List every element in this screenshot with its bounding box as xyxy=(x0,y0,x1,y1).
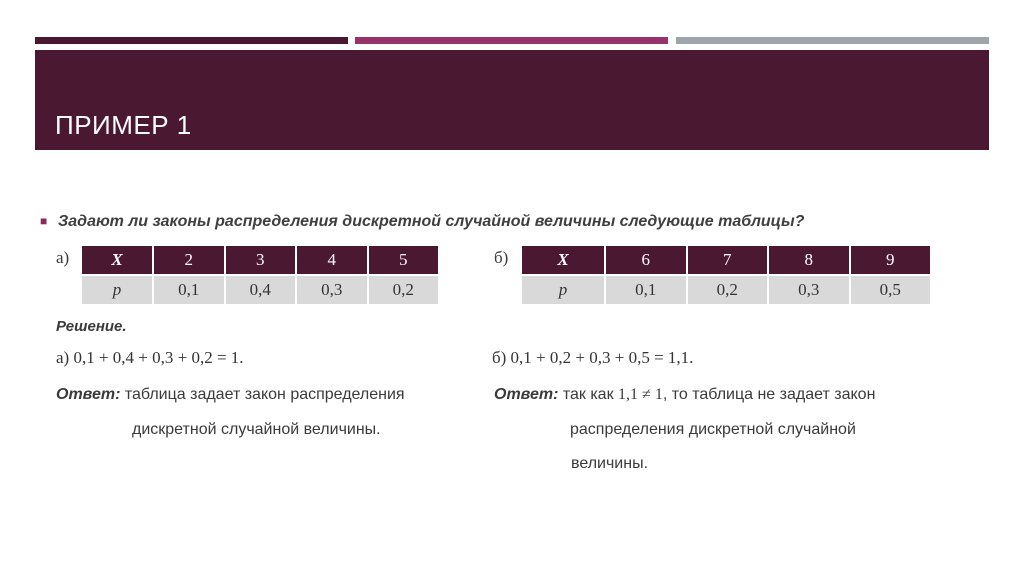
table-b-p-cell: 0,3 xyxy=(768,275,850,305)
answer-b-math: 1,1 ≠ 1 xyxy=(618,386,663,403)
answer-b-label: Ответ: xyxy=(494,386,559,403)
table-b-label: б) xyxy=(494,248,509,267)
table-a-p-row xyxy=(81,275,439,305)
table-a-label: а) xyxy=(56,248,70,267)
answer-b-line1 xyxy=(494,386,875,404)
table-a-p-cell: 0,2 xyxy=(368,275,440,305)
table-a-p-cell: 0,1 xyxy=(153,275,225,305)
equation-b: б) 0,1 + 0,2 + 0,3 + 0,5 = 1,1. xyxy=(492,348,694,367)
table-b-p-cell: 0,2 xyxy=(687,275,769,305)
answer-a-label: Ответ: xyxy=(56,386,121,403)
table-b-x-cell: 8 xyxy=(768,245,850,275)
equation-a: а) 0,1 + 0,4 + 0,3 + 0,2 = 1. xyxy=(56,348,244,367)
table-b-x-header: X xyxy=(521,245,605,275)
answer-a-line2: дискретной случайной величины. xyxy=(132,421,381,438)
table-a-x-cell: 2 xyxy=(153,245,225,275)
answer-b-line3: величины. xyxy=(571,455,649,472)
table-b xyxy=(520,244,932,306)
table-b-x-cell: 6 xyxy=(605,245,687,275)
bullet-icon: ■ xyxy=(40,214,48,228)
title-banner xyxy=(35,50,989,150)
table-b-p-cell: 0,1 xyxy=(605,275,687,305)
answer-b-pre: так как xyxy=(558,386,619,403)
accent-bar-dark xyxy=(35,37,348,44)
table-b-x-cell: 9 xyxy=(850,245,932,275)
table-a-p-cell: 0,3 xyxy=(296,275,368,305)
question-label: Задают ли законы распределения дискретной случайной величины следующие таблицы? xyxy=(58,213,805,230)
accent-bar-gray xyxy=(676,37,989,44)
table-a-x-header: X xyxy=(81,245,153,275)
table-a xyxy=(80,244,440,306)
table-a-x-cell: 4 xyxy=(296,245,368,275)
accent-bar-magenta xyxy=(355,37,668,44)
answer-a-line1 xyxy=(56,386,405,404)
question-text xyxy=(40,213,805,231)
table-b-p-row xyxy=(521,275,931,305)
table-a-x-cell: 5 xyxy=(368,245,440,275)
table-b-x-cell: 7 xyxy=(687,245,769,275)
table-a-p-cell: 0,4 xyxy=(225,275,297,305)
table-a-x-row xyxy=(81,245,439,275)
answer-b-post: , то таблица не задает закон xyxy=(662,386,876,403)
table-b-x-row xyxy=(521,245,931,275)
answer-b-line2: распределения дискретной случайной xyxy=(570,421,856,438)
answer-a-text1: таблица задает закон распределения xyxy=(120,386,405,403)
table-a-x-cell: 3 xyxy=(225,245,297,275)
solution-heading: Решение. xyxy=(56,318,127,335)
table-b-p-header: p xyxy=(521,275,605,305)
table-b-p-cell: 0,5 xyxy=(850,275,932,305)
table-a-p-header: p xyxy=(81,275,153,305)
slide-title: ПРИМЕР 1 xyxy=(55,110,192,140)
